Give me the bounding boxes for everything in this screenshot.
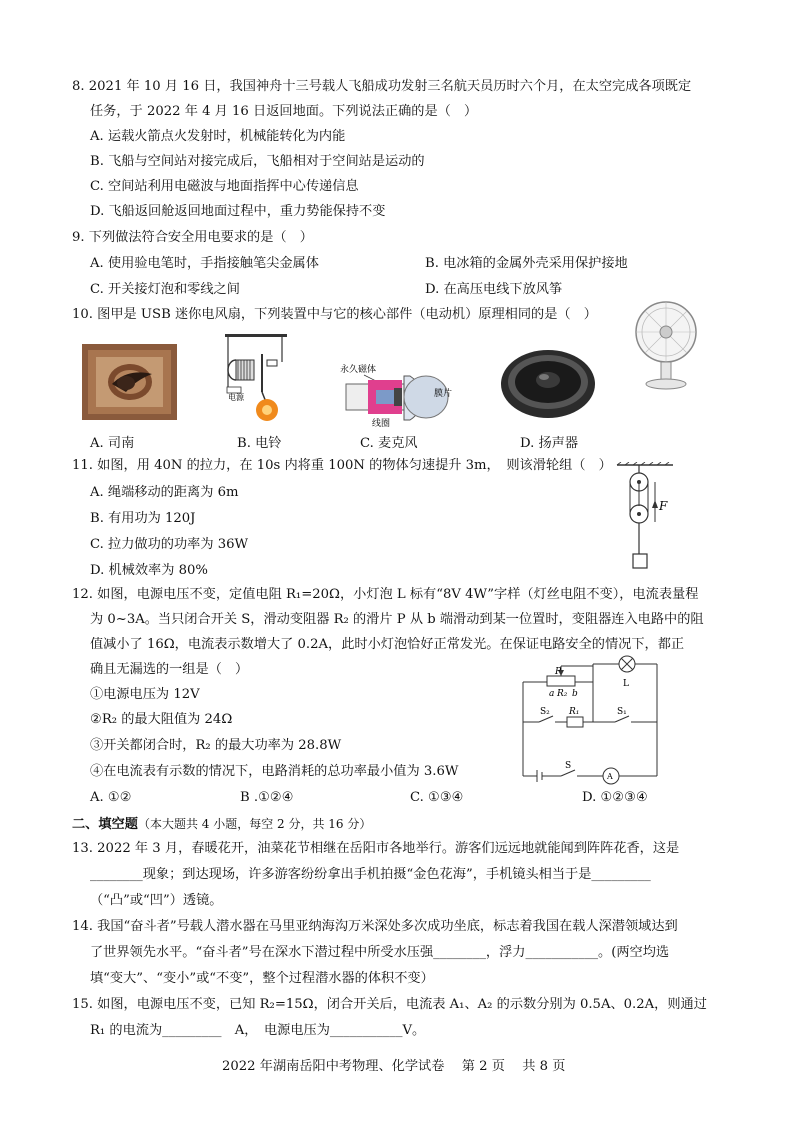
q12-stem-line1: 12. 如图，电源电压不变，定值电阻 R₁=20Ω，小灯泡 L 标有“8V 4W”字样（灯丝电阻不变），电流表量程 [72, 587, 699, 602]
circuit-label-R2: R₂ [557, 689, 568, 699]
q11-option-d: D. 机械效率为 80% [90, 563, 208, 578]
q12-stem-line3: 值减小了 16Ω，电流表示数增大了 0.2A，此时小灯泡恰好正常发光。在保证电路安全的情况下，都正 [90, 637, 685, 652]
mic-magnet-label: 永久磁体 [340, 365, 377, 375]
q11-option-b: B. 有用功为 120J [90, 511, 196, 526]
q12-statement-2: ②R₂ 的最大阻值为 24Ω [90, 712, 233, 727]
q9-stem: 9. 下列做法符合安全用电要求的是（ ） [72, 230, 313, 245]
q8-stem-line2: 任务，于 2022 年 4 月 16 日返回地面。下列说法正确的是（ ） [90, 104, 478, 119]
q15-line1: 15. 如图，电源电压不变，已知 R₂=15Ω，闭合开关后，电流表 A₁、A₂ 的示数分别为 0.5A、0.2A，则通过 [72, 997, 707, 1012]
bell-power-label: 电源 [228, 393, 244, 402]
electric-bell-image [222, 332, 290, 428]
mic-coil-label: 线圈 [372, 419, 391, 428]
page-footer: 2022 年湖南岳阳中考物理、化学试卷 第 2 页 共 8 页 [222, 1059, 566, 1074]
q13-line2: ________现象；到达现场，许多游客纷纷拿出手机拍摄“金色花海”，手机镜头相当于是_________ [90, 867, 651, 882]
q11-option-c: C. 拉力做功的功率为 36W [90, 537, 249, 552]
q13-line3: （“凸”或“凹”）透镜。 [90, 893, 223, 908]
q10-option-c: C. 麦克风 [360, 436, 418, 451]
q12-statement-3: ③开关都闭合时，R₂ 的最大功率为 28.8W [90, 738, 342, 753]
usb-fan-image [630, 300, 702, 392]
q13-line1: 13. 2022 年 3 月，春暖花开，油菜花节相继在岳阳市各地举行。游客们远远地就能闻到阵阵花香，这是 [72, 841, 680, 856]
q15-line2: R₁ 的电流为_________ A， 电源电压为___________V。 [90, 1023, 426, 1038]
section2-title: 二、填空题 [72, 817, 138, 832]
section2-note: （本大题共 4 小题，每空 2 分，共 16 分） [137, 817, 372, 831]
q8-option-c: C. 空间站利用电磁波与地面指挥中心传递信息 [90, 179, 359, 194]
force-label: F [659, 499, 668, 513]
q8-option-b: B. 飞船与空间站对接完成后，飞船相对于空间站是运动的 [90, 154, 425, 169]
circuit-ammeter-label: A [607, 772, 613, 781]
q10-option-a: A. 司南 [90, 436, 135, 451]
sinan-compass-image [82, 340, 178, 422]
q12-option-a: A. ①② [90, 790, 132, 805]
q12-stem-line2: 为 0~3A。当只闭合开关 S，滑动变阻器 R₂ 的滑片 P 从 b 端滑动到某一位置时，变阻器连入电路中的阻 [90, 612, 704, 627]
circuit-label-S2: S₂ [540, 707, 550, 717]
circuit-label-b: b [572, 689, 578, 699]
q12-statement-4: ④在电流表有示数的情况下，电路消耗的总功率最小值为 3.6W [90, 764, 459, 779]
q14-line1: 14. 我国“奋斗者”号载人潜水器在马里亚纳海沟万米深处多次成功坐底，标志着我国在载人深潜领域达到 [72, 919, 678, 934]
q9-option-c: C. 开关接灯泡和零线之间 [90, 282, 240, 297]
q12-option-b: B .①②④ [240, 790, 294, 805]
pulley-system-diagram [615, 462, 677, 578]
q10-option-b: B. 电铃 [237, 436, 282, 451]
circuit-label-S: S [565, 761, 572, 771]
mic-membrane-label: 膜片 [434, 389, 453, 399]
circuit-label-P: P [555, 667, 562, 677]
microphone-image [338, 360, 460, 428]
q10-option-d: D. 扬声器 [520, 436, 579, 451]
loudspeaker-image [498, 346, 598, 424]
q8-option-d: D. 飞船返回舱返回地面过程中，重力势能保持不变 [90, 204, 386, 219]
q14-line3: 填“变大”、“变小”或“不变”，整个过程潜水器的体积不变） [90, 971, 434, 986]
q11-stem: 11. 如图，用 40N 的拉力，在 10s 内将重 100N 的物体匀速提升 3m， 则该滑轮组（ ） [72, 458, 612, 473]
q9-option-a: A. 使用验电笔时，手指接触笔尖金属体 [90, 256, 319, 271]
q12-stem-line4: 确且无漏选的一组是（ ） [90, 662, 249, 677]
q12-circuit-diagram [515, 654, 675, 786]
q12-statement-1: ①电源电压为 12V [90, 687, 200, 702]
q11-option-a: A. 绳端移动的距离为 6m [90, 485, 239, 500]
section2-heading [72, 815, 371, 834]
q9-option-d: D. 在高压电线下放风筝 [425, 282, 563, 297]
circuit-label-S1: S₁ [617, 707, 627, 717]
q10-stem: 10. 图甲是 USB 迷你电风扇，下列装置中与它的核心部件（电动机）原理相同的是（ ） [72, 307, 597, 322]
circuit-label-R1: R₁ [569, 707, 580, 717]
q9-option-b: B. 电冰箱的金属外壳采用保护接地 [425, 256, 628, 271]
q8-option-a: A. 运载火箭点火发射时，机械能转化为内能 [90, 129, 346, 144]
q12-option-d: D. ①②③④ [582, 790, 648, 805]
q14-line2: 了世界领先水平。“奋斗者”号在深水下潜过程中所受水压强________，浮力___________。(两空均选 [90, 945, 670, 960]
q8-stem-line1: 8. 2021 年 10 月 16 日，我国神舟十三号载人飞船成功发射三名航天员历时六个月，在太空完成各项既定 [72, 79, 692, 94]
circuit-label-L: L [623, 679, 629, 689]
q12-option-c: C. ①③④ [410, 790, 464, 805]
circuit-label-a: a [549, 689, 555, 699]
